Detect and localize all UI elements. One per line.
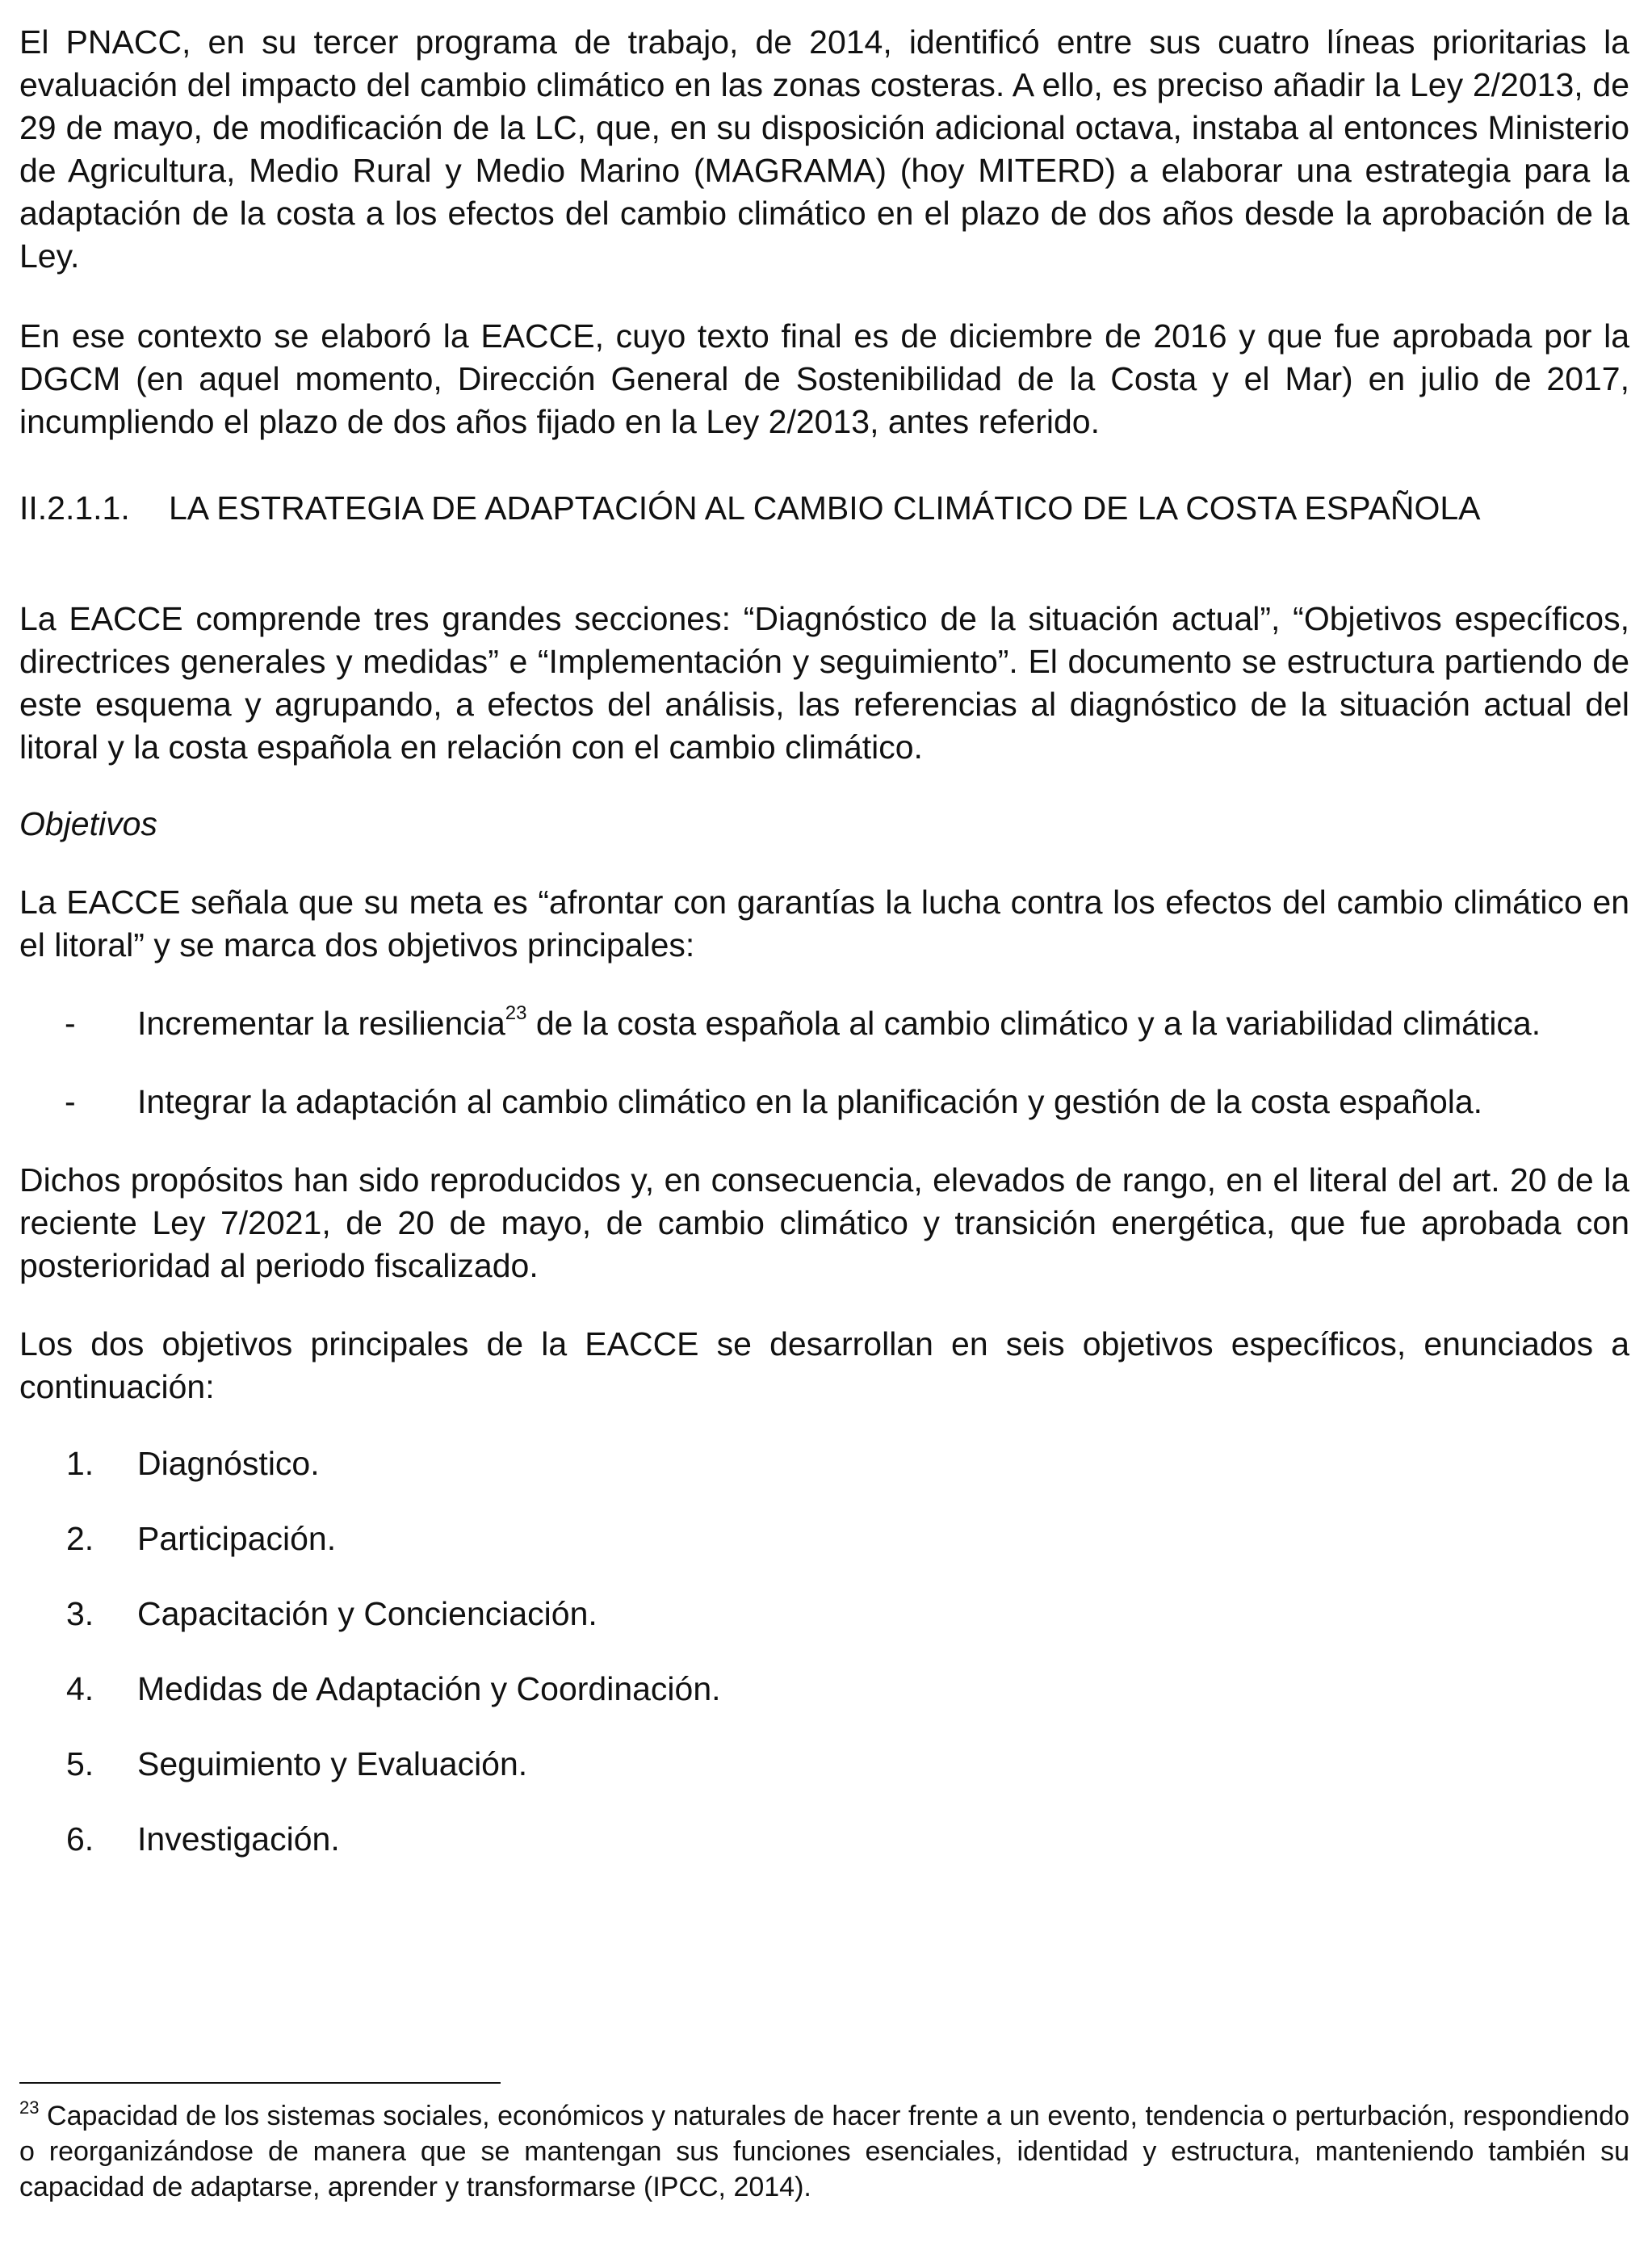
paragraph-ley-7-2021: Dichos propósitos han sido reproducidos y, en consecuencia, elevados de rango, en el literal del art. 20 de la reciente Ley 7/2021, de 20 de mayo, de cambio climático y transición energética, que fue aprobada con posterioridad al periodo fiscalizado.: [19, 1161, 1629, 1284]
paragraph-eacce-context: En ese contexto se elaboró la EACCE, cuyo texto final es de diciembre de 2016 y que fue aprobada por la DGCM (en aquel momento, Dirección General de Sostenibilidad de la Costa y el Mar) en julio de 2017, incumpliendo el plazo de dos años fijado en la Ley 2/2013, antes referido.: [19, 317, 1629, 440]
footnote-separator: [19, 2082, 501, 2084]
paragraph-eacce-goal: La EACCE señala que su meta es “afrontar con garantías la lucha contra los efectos del cambio climático en el litoral” y se marca dos objetivos principales:: [19, 884, 1629, 964]
section-number: II.2.1.1.: [19, 489, 130, 527]
main-objective-item: [19, 1002, 1629, 1045]
list-label: Investigación.: [137, 1820, 340, 1858]
footnote-number: 23: [19, 2097, 40, 2118]
list-item: [19, 1743, 1629, 1786]
dash-marker: -: [65, 1005, 76, 1042]
list-label: Seguimiento y Evaluación.: [137, 1745, 528, 1782]
list-item: [19, 1442, 1629, 1485]
list-item: [19, 1518, 1629, 1560]
list-number: 4.: [66, 1670, 94, 1707]
main-objective-text-start: Incrementar la resiliencia: [137, 1005, 505, 1042]
list-number: 2.: [66, 1520, 94, 1557]
dash-marker: -: [65, 1083, 76, 1120]
list-label: Diagnóstico.: [137, 1445, 320, 1482]
list-item: [19, 1668, 1629, 1711]
list-item: [19, 1818, 1629, 1861]
list-number: 5.: [66, 1745, 94, 1782]
list-label: Medidas de Adaptación y Coordinación.: [137, 1670, 721, 1707]
list-number: 3.: [66, 1595, 94, 1632]
list-label: Participación.: [137, 1520, 337, 1557]
paragraph-eacce-sections: La EACCE comprende tres grandes secciones: “Diagnóstico de la situación actual”, “Objetivos específicos, directrices generales y medidas” e “Implementación y seguimiento”. El documento se estructura partiendo de este esquema y agrupando, a efectos del análisis, las referencias al diagnóstico de la situación actual del litoral y la costa española en relación con el cambio climático.: [19, 600, 1629, 766]
list-label: Capacitación y Concienciación.: [137, 1595, 597, 1632]
section-heading: [19, 487, 1629, 530]
main-objective-text: Integrar la adaptación al cambio climático en la planificación y gestión de la costa española.: [137, 1083, 1483, 1120]
paragraph-specific-objectives-intro: Los dos objetivos principales de la EACCE se desarrollan en seis objetivos específicos, enunciados a continuación:: [19, 1325, 1629, 1405]
document-body: [19, 21, 1629, 1893]
footnote: [19, 2098, 1629, 2205]
main-objective-item: [19, 1081, 1629, 1123]
subheading-objetivos: Objetivos: [19, 805, 157, 842]
paragraph-pnacc: El PNACC, en su tercer programa de trabajo, de 2014, identificó entre sus cuatro líneas prioritarias la evaluación del impacto del cambio climático en las zonas costeras. A ello, es preciso añadir la Ley 2/2013, de 29 de mayo, de modificación de la LC, que, en su disposición adicional octava, instaba al entonces Ministerio de Agricultura, Medio Rural y Medio Marino (MAGRAMA) (hoy MITERD) a elaborar una estrategia para la adaptación de la costa a los efectos del cambio climático en el plazo de dos años desde la aprobación de la Ley.: [19, 23, 1629, 275]
footnote-reference[interactable]: 23: [505, 1002, 527, 1025]
main-objective-text-end: de la costa española al cambio climático y a la variabilidad climática.: [526, 1005, 1541, 1042]
list-number: 6.: [66, 1820, 94, 1858]
specific-objectives-list: [19, 1442, 1629, 1861]
list-item: [19, 1593, 1629, 1635]
section-title: LA ESTRATEGIA DE ADAPTACIÓN AL CAMBIO CLIMÁTICO DE LA COSTA ESPAÑOLA: [169, 489, 1481, 527]
footnote-text: Capacidad de los sistemas sociales, económicos y naturales de hacer frente a un evento, tendencia o perturbación, respondiendo o reorganizándose de manera que se mantengan sus funciones esenciales, identidad y estructura, manteniendo también su capacidad de adaptarse, aprender y transformarse (IPCC, 2014).: [19, 2101, 1629, 2202]
list-number: 1.: [66, 1445, 94, 1482]
